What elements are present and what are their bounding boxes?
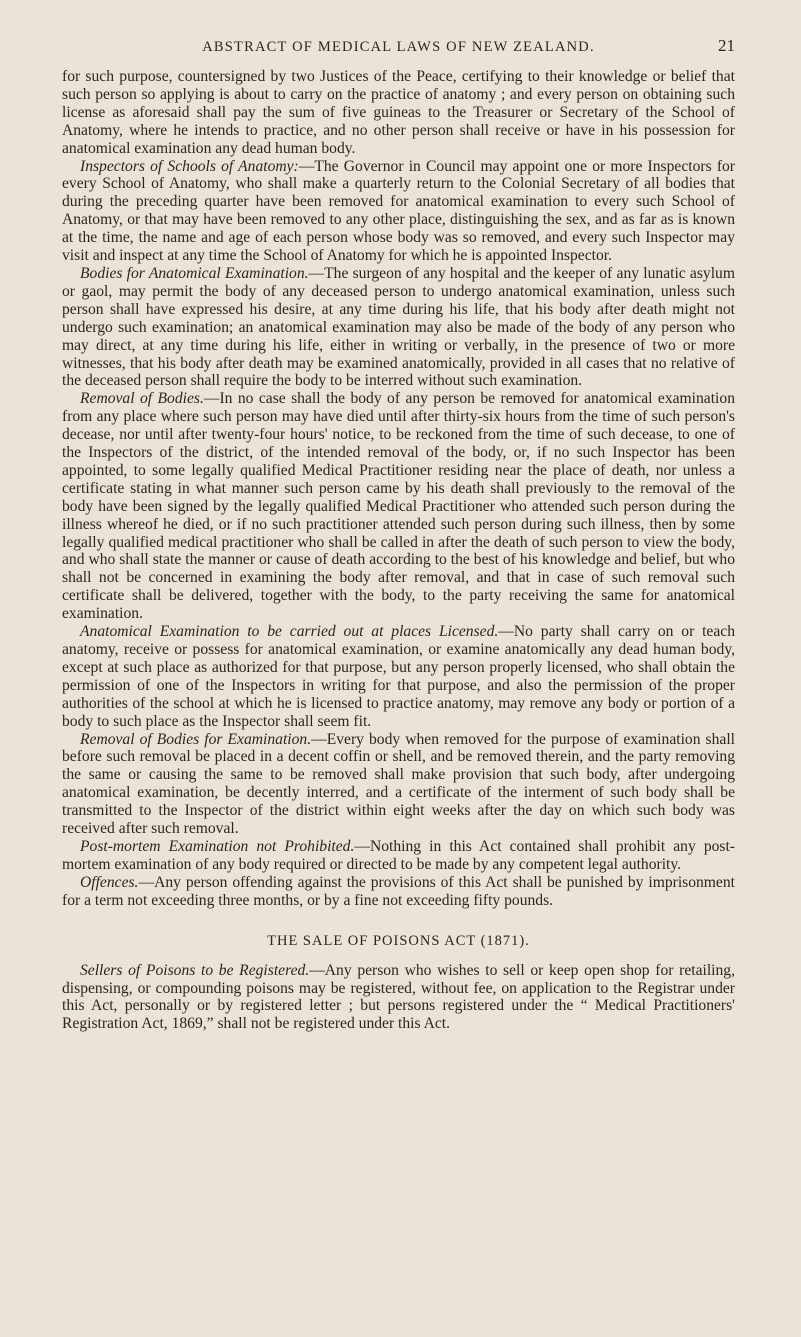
- paragraph-text: for such purpose, countersigned by two Justices of the Peace, certifying to their knowledge or belief that such person so applying is about to carry on the practice of anatomy ; and every person on obtaining such license as aforesaid shall pay the sum of five guineas to the Treasurer or Secretary of the School of Anatomy, where he intends to practice, and no other person shall receive or have in his possession for anatomical examination any dead human body.: [62, 68, 735, 157]
- paragraph-heading: Post-mortem Examination not Prohibited.: [80, 837, 355, 855]
- paragraph-heading: Removal of Bodies for Examination.: [80, 730, 312, 748]
- paragraph-heading: Removal of Bodies.: [80, 390, 204, 408]
- paragraph: [62, 265, 735, 390]
- running-title: ABSTRACT OF MEDICAL LAWS OF NEW ZEALAND.: [202, 39, 595, 55]
- paragraph-text: —Nothing in this Act contained shall prohibit any post-mortem examination of any body required or directed to be made by any competent legal authority.: [62, 837, 736, 873]
- paragraph: [62, 158, 735, 265]
- paragraph-text: —The surgeon of any hospital and the keeper of any lunatic asylum or gaol, may permit the body of any deceased person to undergo anatomical examination, unless such person shall have expressed his desire, at any time during his life, that his body after death might not undergo such examination; an anatomical examination may also be made of the body of any person who may direct, at any time during his life, either in writing or verbally, in the presence of two or more witnesses, that his body after death may be examined anatomically, provided in all cases that no relative of the deceased person shall require the body to be interred without such examination.: [62, 264, 735, 390]
- paragraph-text: —Any person who wishes to sell or keep open shop for retailing, dispensing, or compounding poisons may be registered, without fee, on application to the Registrar under this Act, personally or by registered letter ; but persons registered under the “ Medical Practitioners' Registration Act, 1869,” shall not be registered under this Act.: [62, 961, 735, 1033]
- section-heading: THE SALE OF POISONS ACT (1871).: [267, 932, 530, 949]
- paragraph-text: —The Governor in Council may appoint one or more Inspectors for every School of Anatomy, who shall make a quarterly return to the Colonial Secretary of all bodies that during the preceding quarter have been removed for anatomical examination to every such School of Anatomy, or that may have been removed to any other place, distinguishing the sex, and as far as is known at the time, the name and age of each person whose body was so removed, and every such Inspector may visit and inspect at any time the School of Anatomy for which he is appointed Inspector.: [62, 157, 735, 265]
- paragraph: [62, 838, 735, 874]
- paragraph-text: —Every body when removed for the purpose of examination shall before such removal be placed in a decent coffin or shell, and be removed therein, and the party removing the same or causing the same to be removed shall make provision that such body, after undergoing anatomical examination, be decently interred, and a certificate of the interment of such body shall be transmitted to the Inspector of the district within eight weeks after the day on which such body was received after such removal.: [62, 730, 735, 838]
- paragraph-heading: Sellers of Poisons to be Registered.: [80, 961, 310, 979]
- paragraph-heading: Offences.: [80, 873, 139, 891]
- paragraph-text: —No party shall carry on or teach anatomy, receive or possess for anatomical examination, or examine anatomically any dead human body, except at such place as authorized for that purpose, but any person properly licensed, who shall obtain the permission of one of the Inspectors in writing for that purpose, and also the permission of the proper authorities of the school at which he is licensed to practice anatomy, may remove any body or portion of a body to such place as the Inspector shall seem fit.: [62, 623, 735, 730]
- paragraph-text: —In no case shall the body of any person be removed for anatomical examination from any place where such person may have died until after thirty-six hours from the time of such person's decease, nor until after twenty-four hours' notice, to be reckoned from the time of such decease, to one of the Inspectors of the district, of the intended removal of the body, or, if no such Inspector has been appointed, to some legally qualified Medical Practitioner residing near the place of death, nor unless a certificate stating in what manner such person came by his death shall previously to the removal of the body have been signed by the legally qualified Medical Practitioner who attended such person during the illness whereof he died, or if no such practitioner attended such person during such illness, then by some legally qualified medical practitioner who shall be called in after the death of such person to view the body, and who shall state the manner or cause of death according to the best of his knowledge and belief, but who shall not be concerned in examining the body after removal, and that in case of such removal such certificate shall be delivered, together with the body, to the party receiving the same for anatomical examination.: [62, 390, 735, 623]
- paragraph: [62, 390, 735, 623]
- paragraph: [62, 731, 735, 838]
- running-head: [62, 30, 735, 68]
- paragraph-heading: Bodies for Anatomical Examination.: [80, 264, 309, 282]
- paragraph: [62, 962, 735, 1034]
- page-number: 21: [718, 36, 735, 55]
- paragraph: [62, 874, 735, 910]
- paragraph-text: —Any person offending against the provisions of this Act shall be punished by imprisonment for a term not exceeding three months, or by a fine not exceeding fifty pounds.: [62, 873, 735, 909]
- paragraph: [62, 623, 735, 730]
- body-text: [62, 68, 735, 1033]
- paragraph-heading: Inspectors of Schools of Anatomy:: [80, 157, 299, 175]
- paragraph: [62, 68, 735, 158]
- paragraph-heading: Anatomical Examination to be carried out at places Licensed.: [80, 623, 499, 641]
